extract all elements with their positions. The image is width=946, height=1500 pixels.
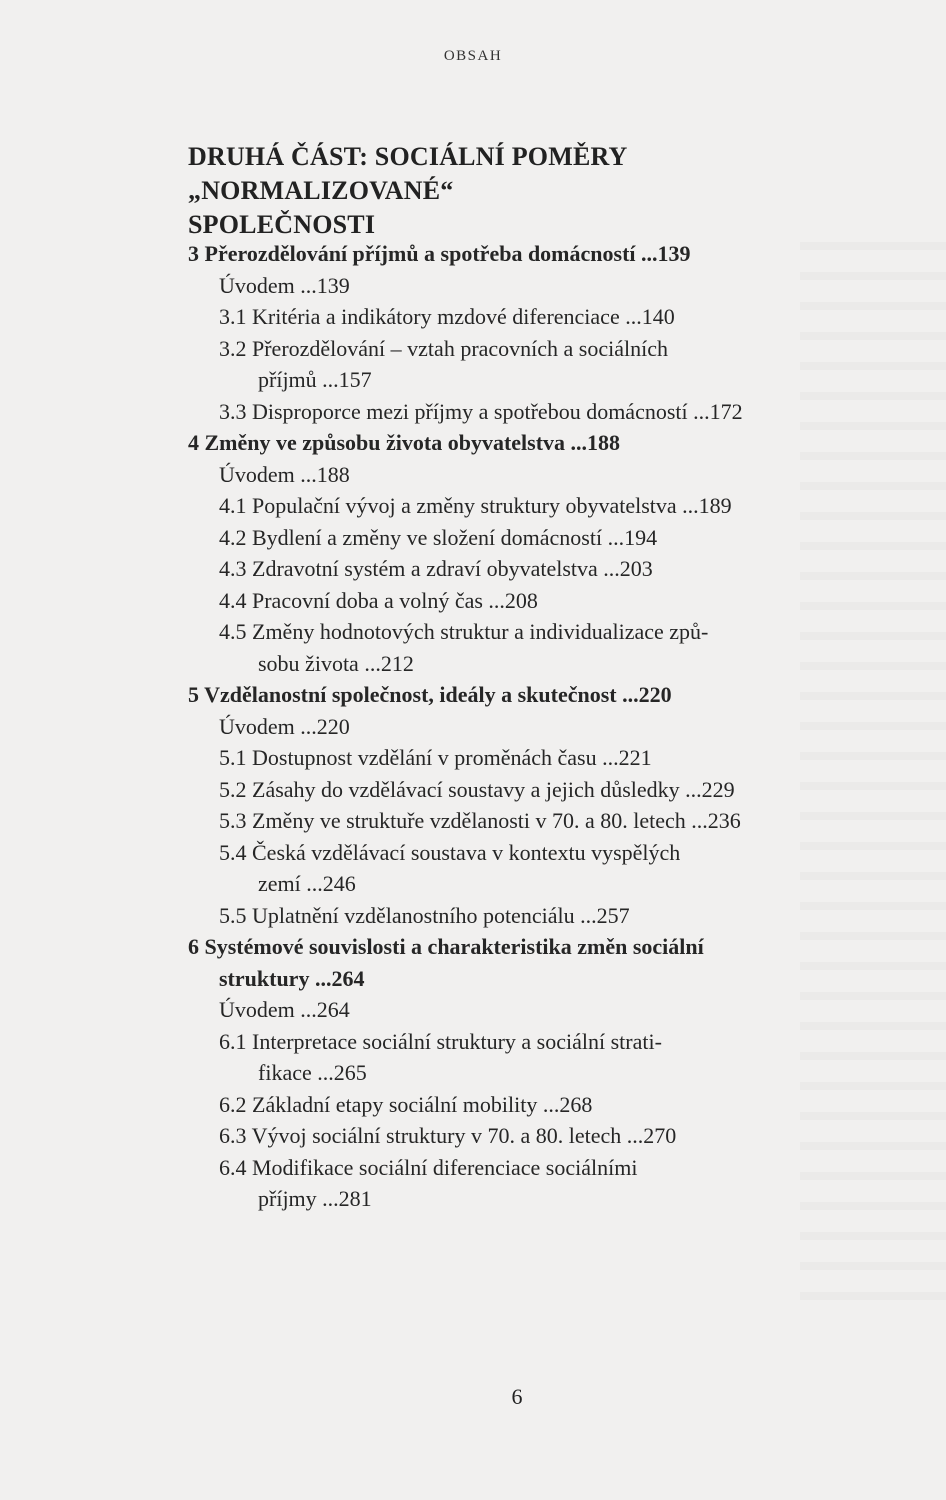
toc-entry: Úvodem ...220	[219, 713, 350, 739]
toc-entry: 5.1 Dostupnost vzdělání v proměnách času ...221	[219, 745, 652, 770]
toc-chapter-5: 5 Vzdělanostní společnost, ideály a skutečnost ...220	[188, 682, 672, 707]
toc-entry: 5.5 Uplatnění vzdělanostního potenciálu ...257	[219, 902, 630, 928]
toc-entry: Úvodem ...139	[219, 272, 350, 298]
toc-entry: 4.3 Zdravotní systém a zdraví obyvatelstva ...203	[219, 556, 653, 581]
toc-entry: 6.1 Interpretace sociální struktury a sociální strati-	[219, 1028, 662, 1054]
toc-entry: 6.4 Modifikace sociální diferenciace sociálními	[219, 1154, 638, 1180]
toc-entry: 6.2 Základní etapy sociální mobility ...268	[219, 1091, 593, 1117]
toc-entry: 3.3 Disproporce mezi příjmy a spotřebou domácností ...172	[219, 398, 743, 424]
toc-entry: Úvodem ...264	[219, 997, 350, 1022]
toc-entry: 6.3 Vývoj sociální struktury v 70. a 80. letech ...270	[219, 1123, 677, 1148]
toc-entry: 3.1 Kritéria a indikátory mzdové diferenciace ...140	[219, 304, 675, 329]
toc-entry-continuation: zemí ...246	[258, 871, 356, 896]
toc-entry: Úvodem ...188	[219, 461, 350, 487]
toc-entry-continuation: příjmů ...157	[258, 367, 372, 392]
toc-entry-continuation: fikace ...265	[258, 1060, 367, 1085]
toc-chapter-6-continuation: struktury ...264	[219, 965, 365, 991]
part-title	[188, 140, 868, 242]
part-title-line-1: DRUHÁ ČÁST: SOCIÁLNÍ POMĚRY „NORMALIZOVANÉ“	[188, 142, 627, 205]
page-number: 6	[511, 1384, 523, 1409]
toc-entry: 3.2 Přerozdělování – vztah pracovních a sociálních	[219, 335, 669, 361]
part-title-line-2: SPOLEČNOSTI	[188, 210, 376, 239]
toc-entry: 4.2 Bydlení a změny ve složení domácností ...194	[219, 524, 658, 550]
toc-chapter-6: 6 Systémové souvislosti a charakteristika změn sociální	[188, 934, 704, 959]
toc-chapter-4: 4 Změny ve způsobu života obyvatelstva ...188	[188, 430, 621, 455]
toc-entry-continuation: sobu života ...212	[258, 650, 414, 676]
toc-entry: 4.4 Pracovní doba a volný čas ...208	[219, 587, 538, 613]
table-of-contents	[188, 238, 848, 1215]
toc-entry-continuation: příjmy ...281	[258, 1186, 372, 1211]
toc-entry: 5.2 Zásahy do vzdělávací soustavy a jejich důsledky ...229	[219, 776, 735, 802]
toc-entry: 5.3 Změny ve struktuře vzdělanosti v 70. a 80. letech ...236	[219, 808, 741, 833]
toc-chapter-3: 3 Přerozdělování příjmů a spotřeba domácností ...139	[188, 241, 691, 266]
running-head: OBSAH	[443, 48, 503, 64]
toc-entry: 4.1 Populační vývoj a změny struktury obyvatelstva ...189	[219, 493, 732, 518]
toc-entry: 4.5 Změny hodnotových struktur a individualizace způ-	[219, 619, 709, 644]
toc-entry: 5.4 Česká vzdělávací soustava v kontextu vyspělých	[219, 839, 681, 865]
